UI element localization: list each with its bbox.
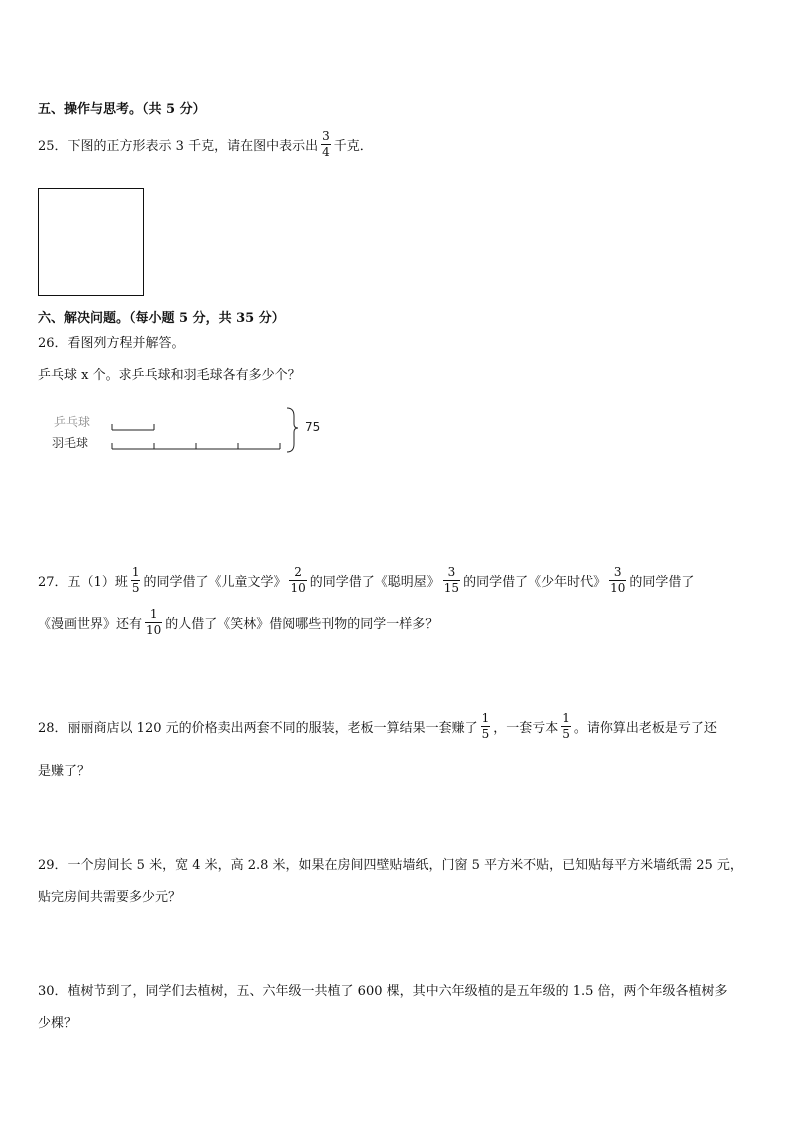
fraction-3-4: $\frac{3}{4}$ <box>322 129 330 159</box>
fraction-3-15: $\frac{3}{15}$ <box>443 565 460 595</box>
question-30-line-2: 少棵？ <box>38 1016 78 1031</box>
q27-text-6: 《漫画世界》还有 <box>38 617 143 632</box>
diagram-label-pingpong: 乒乓球 <box>54 415 91 429</box>
brace-shape <box>287 408 298 452</box>
q27-text-7: 的人借了《笑林》借阅哪些刊物的同学一样多？ <box>165 617 439 632</box>
badminton-bar <box>112 443 280 449</box>
fraction-3-10: $\frac{3}{10}$ <box>610 565 626 595</box>
q28-text-2: ，一套亏本 <box>493 721 559 736</box>
question-28-line-1 <box>38 712 717 741</box>
question-27-line-1 <box>38 566 694 595</box>
question-25 <box>38 130 373 159</box>
section-5-heading: 五、操作与思考。（共 5 分） <box>38 102 206 117</box>
q27-text-3: 的同学借了《聪明屋》 <box>309 575 440 590</box>
question-29-line-2: 贴完房间共需要多少元？ <box>38 890 182 905</box>
q28-text-3: 。请你算出老板是亏了还 <box>573 721 717 736</box>
fraction-2-10: $\frac{2}{10}$ <box>290 565 306 595</box>
diagram-total: 75 <box>305 420 321 434</box>
q27-text-5: 的同学借了 <box>629 575 695 590</box>
q27-text-4: 的同学借了《少年时代》 <box>463 575 607 590</box>
question-26-text: 乒乓球 x 个。求乒乓球和羽毛球各有多少个？ <box>38 368 301 383</box>
question-27-line-2 <box>38 608 438 637</box>
q27-text-2: 的同学借了《儿童文学》 <box>143 575 287 590</box>
fraction-1-5-gain: $\frac{1}{5}$ <box>481 711 490 741</box>
fraction-1-10: $\frac{1}{10}$ <box>146 607 162 637</box>
line-segment-diagram <box>40 404 340 456</box>
diagram-label-badminton: 羽毛球 <box>52 436 89 450</box>
question-28-line-2: 是赚了？ <box>38 764 91 779</box>
pingpong-bar <box>112 424 154 430</box>
question-25-prefix: 25．下图的正方形表示 3 千克，请在图中表示出 <box>38 139 319 154</box>
question-30-line-1: 30．植树节到了，同学们去植树，五、六年级一共植了 600 棵，其中六年级植的是五年级的 1.5 倍，两个年级各植树多 <box>38 984 728 999</box>
fraction-1-5: $\frac{1}{5}$ <box>131 565 140 595</box>
fraction-1-5-loss: $\frac{1}{5}$ <box>562 711 570 741</box>
section-6-heading: 六、解决问题。（每小题 5 分，共 35 分） <box>38 311 285 326</box>
question-29-line-1: 29．一个房间长 5 米，宽 4 米，高 2.8 米，如果在房间四壁贴墙纸，门窗 5 平方米不贴，已知贴每平方米墙纸需 25 元， <box>38 858 743 873</box>
q27-text-1: 27．五（1）班 <box>38 575 128 590</box>
question-25-suffix: 千克． <box>333 139 373 154</box>
q28-text-1: 28．丽丽商店以 120 元的价格卖出两套不同的服装，老板一算结果一套赚了 <box>38 721 478 736</box>
question-26-title: 26．看图列方程并解答。 <box>38 336 185 351</box>
square-figure <box>38 188 144 296</box>
